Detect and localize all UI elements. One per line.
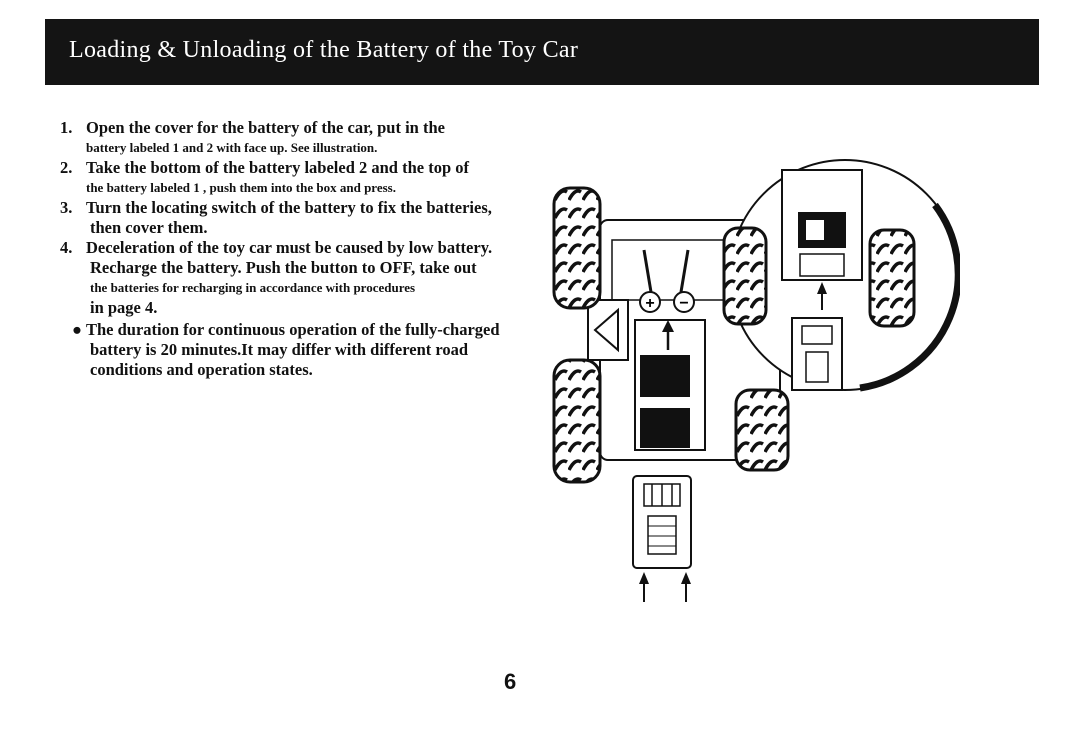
- arrow-up-icon: [639, 572, 649, 602]
- step-line: Take the bottom of the battery labeled 2 and the top of: [86, 158, 470, 177]
- battery-2: [640, 408, 690, 448]
- step-line-text: the batteries for recharging in accordance with procedures: [90, 280, 416, 295]
- battery-1: [640, 355, 690, 397]
- header-bar: [45, 19, 1039, 85]
- battery-pack: [633, 476, 691, 568]
- step-line-text: Recharge the battery. Push the button to OFF, take out: [90, 258, 477, 277]
- wheel-icon: [736, 390, 788, 470]
- note-line: [90, 360, 313, 381]
- note-line: [90, 340, 468, 361]
- page-number: 6: [504, 669, 517, 694]
- step-number: 3.: [60, 198, 73, 217]
- step-line-text: then cover them.: [90, 218, 208, 237]
- step-line: [90, 298, 157, 319]
- step-4: [60, 238, 492, 259]
- battery-compartment: [635, 320, 705, 450]
- wheel-icon: [554, 188, 600, 308]
- step-line: Turn the locating switch of the battery to fix the batteries,: [86, 198, 492, 217]
- step-number: 4.: [60, 238, 73, 257]
- step-line: [90, 258, 477, 279]
- bullet-icon: ●: [72, 320, 82, 339]
- page-title: Loading & Unloading of the Battery of the Toy Car: [69, 37, 579, 63]
- arrow-up-icon: [681, 572, 691, 602]
- note-line: The duration for continuous operation of the fully-charged: [85, 320, 500, 339]
- wheel-icon: [554, 360, 600, 482]
- note-line-text: conditions and operation states.: [90, 360, 313, 379]
- step-line: [90, 278, 415, 298]
- step-line-text: battery labeled 1 and 2 with face up. See illustration.: [86, 140, 378, 155]
- step-line: [86, 138, 377, 158]
- step-line-text: the battery labeled 1 , push them into the box and press.: [86, 180, 396, 195]
- step-number: 1.: [60, 118, 73, 137]
- step-line: Deceleration of the toy car must be caused by low battery.: [86, 238, 493, 257]
- step-1: [60, 118, 445, 139]
- plus-label: +: [645, 295, 655, 312]
- step-line: [90, 218, 207, 239]
- note-line-text: battery is 20 minutes.It may differ with different road: [90, 340, 469, 359]
- minus-label: −: [679, 295, 689, 312]
- step-line: [86, 178, 396, 198]
- step-line-text: in page 4.: [90, 298, 158, 317]
- battery-illustration: [540, 150, 960, 620]
- note: [72, 320, 500, 341]
- step-number: 2.: [60, 158, 73, 177]
- step-2: [60, 158, 469, 179]
- step-3: [60, 198, 492, 219]
- step-line: Open the cover for the battery of the car, put in the: [86, 118, 445, 137]
